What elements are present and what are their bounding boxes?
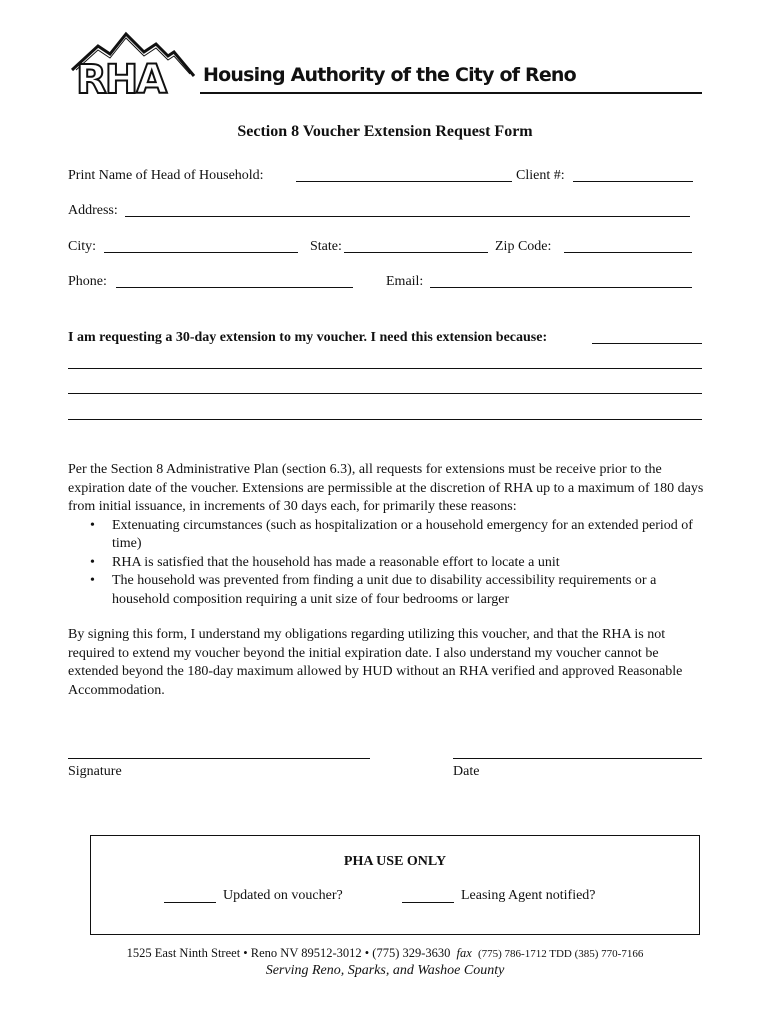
- head-of-household-field[interactable]: [296, 181, 512, 182]
- list-item: • Extenuating circumstances (such as hospitalization or a household emergency for an extended period of time): [112, 517, 708, 554]
- list-item: • RHA is satisfied that the household has made a reasonable effort to locate a unit: [112, 554, 708, 573]
- date-label: Date: [453, 764, 480, 779]
- leasing-agent-notified-field[interactable]: [402, 902, 454, 903]
- city-label: City:: [68, 239, 97, 254]
- signature-field[interactable]: [68, 758, 370, 759]
- request-statement: I am requesting a 30-day extension to my voucher. I need this extension because:: [68, 330, 548, 345]
- form-title: Section 8 Voucher Extension Request Form: [237, 123, 533, 140]
- list-item: • The household was prevented from finding a unit due to disability accessibility requirements or a household composition requiring a unit size of four bedrooms or larger: [112, 572, 708, 609]
- client-number-label: Client #:: [516, 168, 565, 183]
- client-number-field[interactable]: [573, 181, 693, 182]
- updated-on-voucher-label: Updated on voucher?: [223, 888, 343, 903]
- date-field[interactable]: [453, 758, 702, 759]
- reason-field-line-3[interactable]: [68, 393, 702, 394]
- reason-field-line-4[interactable]: [68, 419, 702, 420]
- agency-logo: [70, 30, 200, 102]
- acknowledgement-paragraph: By signing this form, I understand my obligations regarding utilizing this voucher, and that the RHA is not required to extend my voucher beyond the initial expiration date. I also understand my voucher cannot be extended beyond the 180-day maximum allowed by HUD without an RHA verified and approved Reasonable Accommodation.: [68, 627, 683, 698]
- state-field[interactable]: [344, 252, 488, 253]
- footer-fax-tdd: (775) 786-1712 TDD (385) 770-7166: [477, 948, 644, 960]
- footer-service-area: Serving Reno, Sparks, and Washoe County: [265, 963, 505, 978]
- pha-box-title: PHA USE ONLY: [343, 854, 447, 869]
- signature-label: Signature: [68, 764, 122, 779]
- header-rule: [200, 92, 702, 94]
- reason-field-line-1[interactable]: [592, 343, 702, 344]
- city-field[interactable]: [104, 252, 298, 253]
- policy-section: [68, 461, 708, 609]
- email-label: Email:: [386, 274, 424, 289]
- reasons-list: [68, 517, 708, 610]
- phone-field[interactable]: [116, 287, 353, 288]
- agency-name: Housing Authority of the City of Reno: [203, 64, 576, 86]
- updated-on-voucher-field[interactable]: [164, 902, 216, 903]
- footer-address: 1525 East Ninth Street • Reno NV 89512-3012 • (775) 329-3630: [126, 946, 451, 960]
- email-field[interactable]: [430, 287, 692, 288]
- head-of-household-label: Print Name of Head of Household:: [68, 168, 264, 183]
- footer-fax-label: fax: [456, 946, 472, 960]
- zip-code-field[interactable]: [564, 252, 692, 253]
- address-field[interactable]: [125, 216, 690, 217]
- footer-contact: [0, 945, 770, 962]
- state-label: State:: [310, 239, 342, 254]
- pha-use-only-box: [90, 835, 700, 935]
- address-label: Address:: [68, 203, 118, 218]
- zip-code-label: Zip Code:: [495, 239, 552, 254]
- logo-lettering: RHA: [76, 57, 166, 103]
- leasing-agent-notified-label: Leasing Agent notified?: [461, 888, 596, 903]
- reason-field-line-2[interactable]: [68, 368, 702, 369]
- phone-label: Phone:: [68, 274, 107, 289]
- policy-paragraph: Per the Section 8 Administrative Plan (section 6.3), all requests for extensions must be receive prior to the expiration date of the voucher. Extensions are permissible at the discretion of RHA up to a maximum of 180 days from initial issuance, in increments of 30 days each, for primarily these reasons:: [68, 462, 704, 514]
